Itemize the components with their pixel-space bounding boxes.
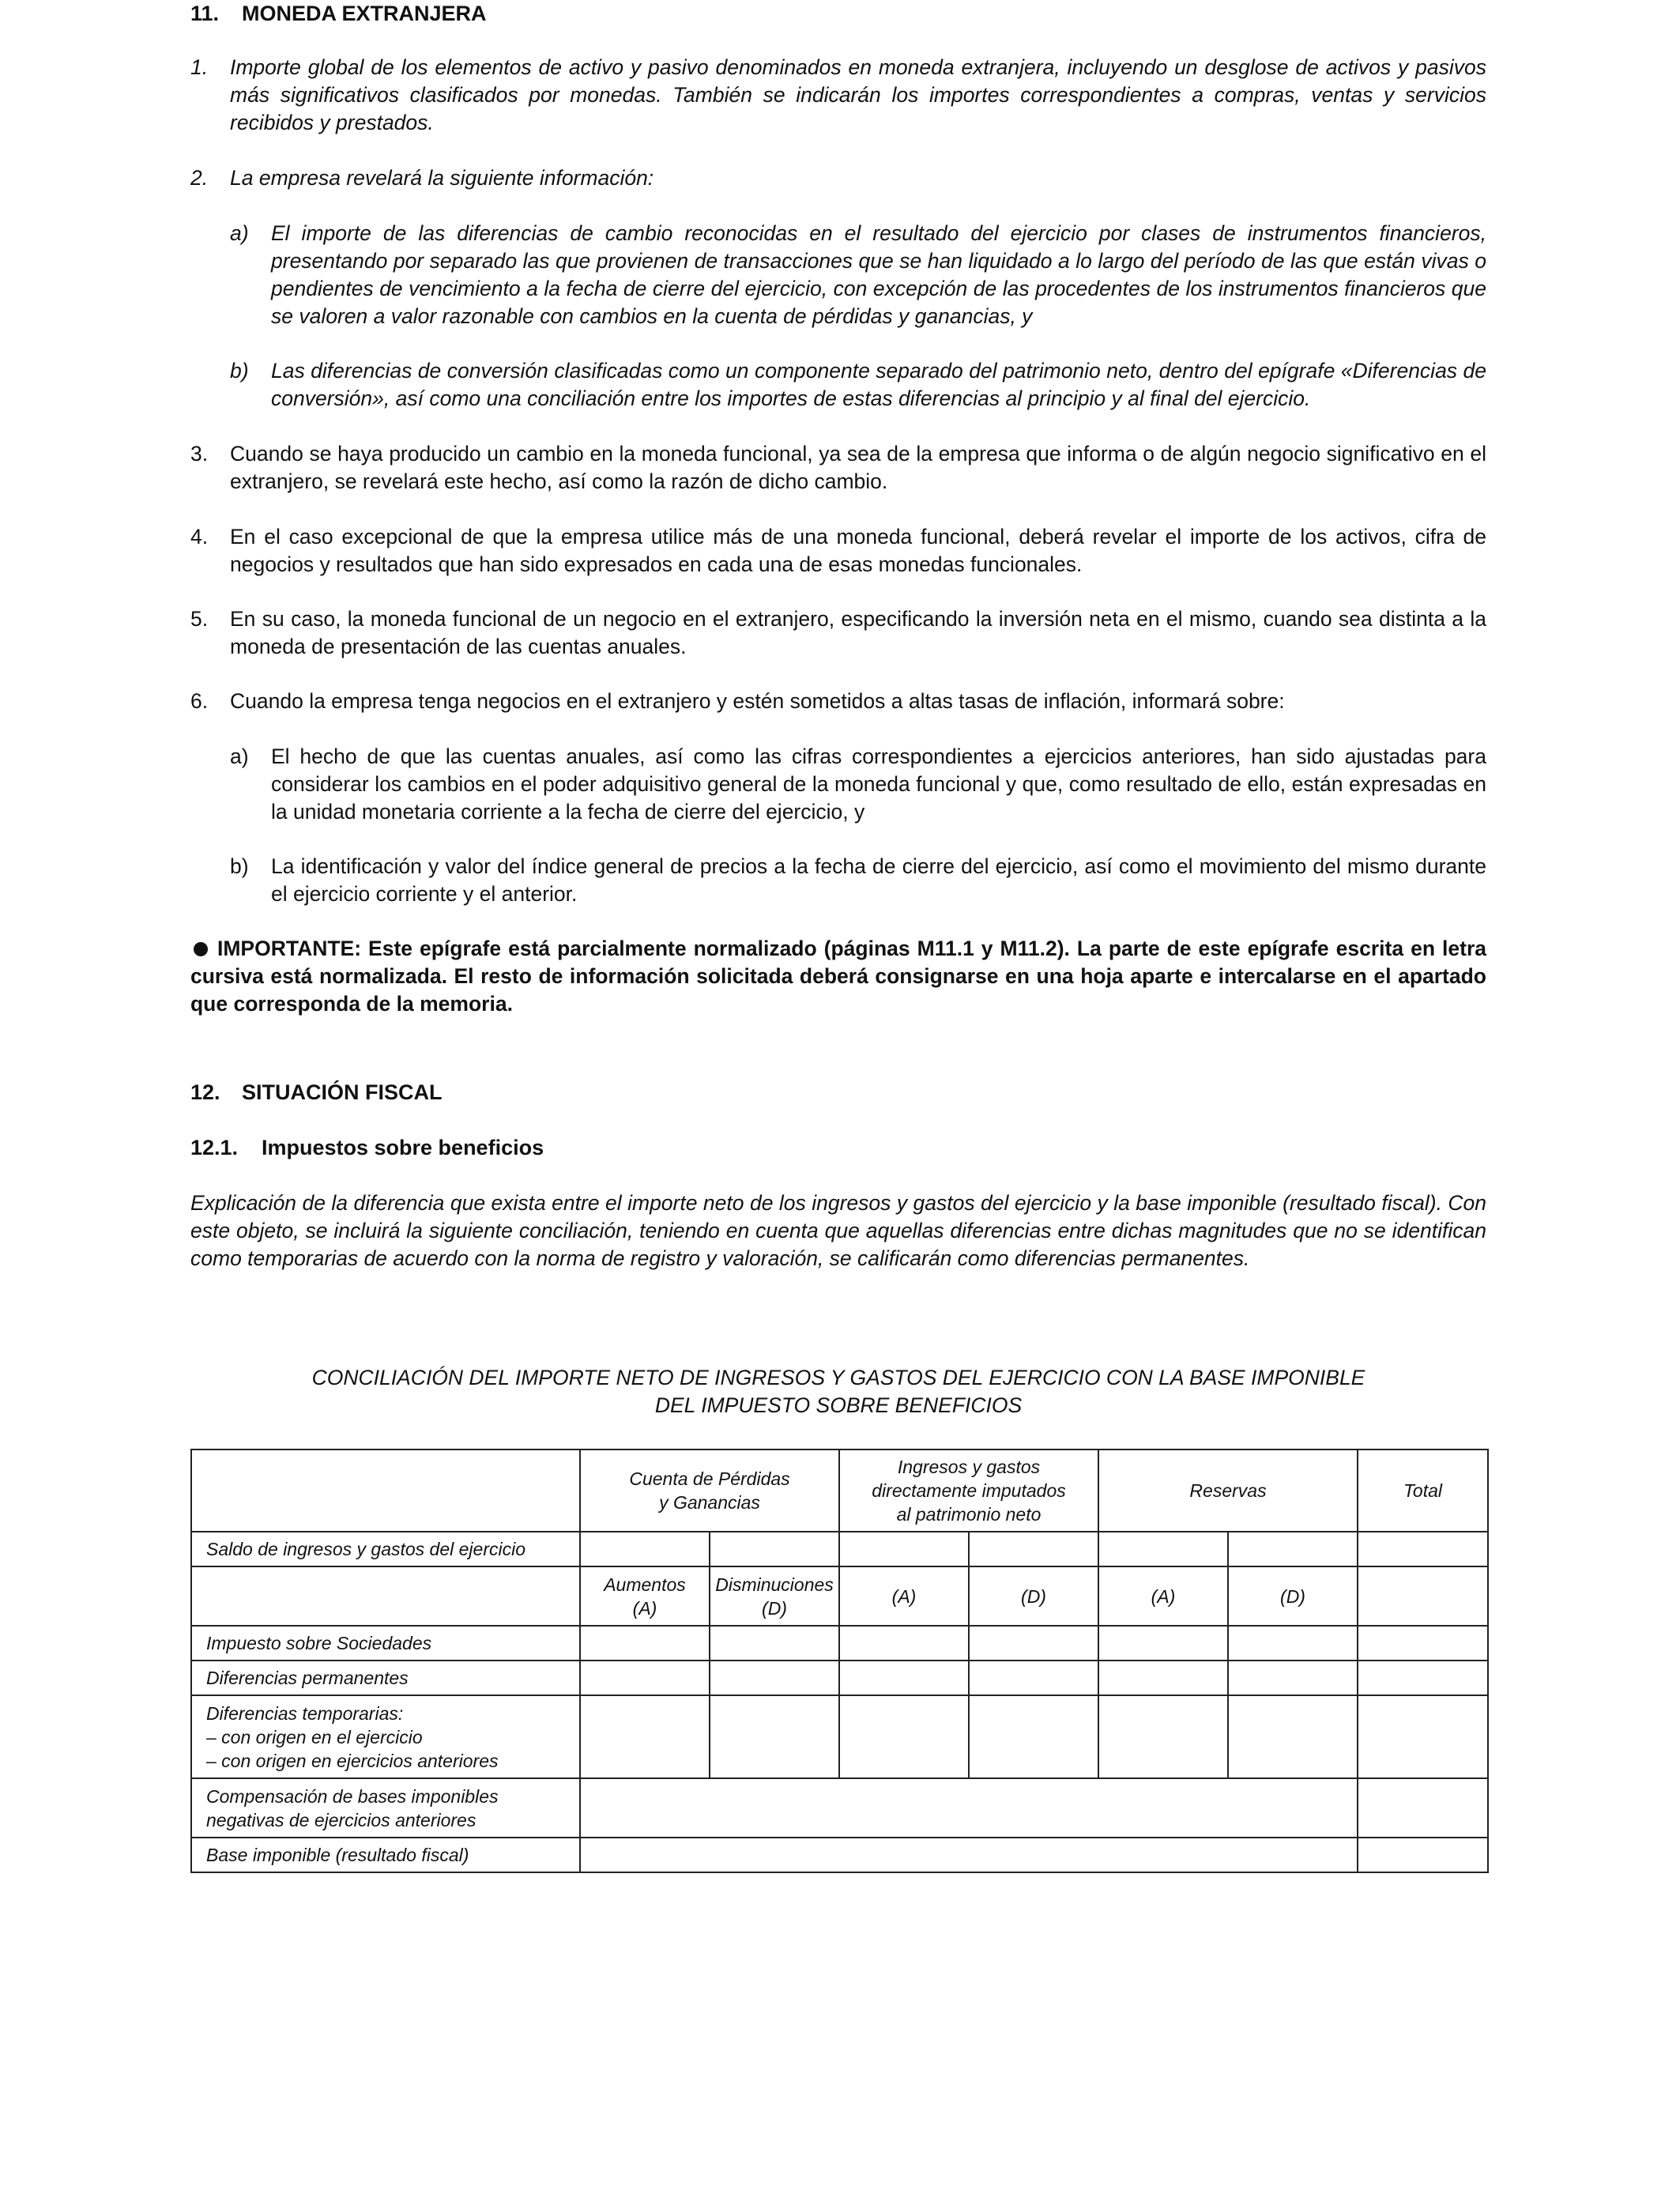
- s11-item-6a: a) El hecho de que las cuentas anuales, así como las cifras correspondientes a ejercicios anteriores, han sido ajustadas para considerar los cambios en el poder adquisitivo general de la moneda funcional y que, como resultado de ello, están expresadas en la unidad monetaria corriente a la fecha de cierre del ejercicio, y: [230, 745, 1486, 824]
- value-cell[interactable]: [1098, 1532, 1228, 1566]
- row-label: Base imponible (resultado fiscal): [191, 1838, 580, 1872]
- value-cell[interactable]: [969, 1626, 1098, 1661]
- header-pyg: Cuenta de Pérdidas y Ganancias: [580, 1449, 839, 1532]
- value-cell[interactable]: [710, 1532, 839, 1566]
- row-label: Diferencias permanentes: [191, 1661, 580, 1695]
- header-total: Total: [1358, 1449, 1488, 1532]
- table-row: [191, 1838, 1488, 1872]
- value-cell[interactable]: [969, 1695, 1098, 1778]
- subheader-a: (A): [1098, 1566, 1228, 1626]
- value-cell[interactable]: [1358, 1532, 1488, 1566]
- value-cell[interactable]: [1358, 1626, 1488, 1661]
- value-cell[interactable]: [710, 1695, 839, 1778]
- table-row: [191, 1695, 1488, 1778]
- subheader-total-cell: [1358, 1566, 1488, 1626]
- table-header-row: [191, 1449, 1488, 1532]
- value-cell[interactable]: [1228, 1626, 1358, 1661]
- value-cell[interactable]: [710, 1661, 839, 1695]
- header-empty-cell: [191, 1449, 580, 1532]
- s12-explanation: Explicación de la diferencia que exista entre el importe neto de los ingresos y gastos del ejercicio y la base imponible (resultado fiscal). Con este objeto, se incluirá la siguiente conciliación, teniendo en cuenta que aquellas diferencias entre dichas magnitudes que no se identifican como temporarias de acuerdo con la norma de registro y valoración, se calificarán como diferencias permanentes.: [190, 1191, 1486, 1270]
- s11-item-2b: b) Las diferencias de conversión clasificadas como un componente separado del patrimonio neto, dentro del epígrafe «Diferencias de conversión», así como una conciliación entre los importes de estas diferencias al principio y al final del ejercicio.: [230, 359, 1486, 410]
- value-cell[interactable]: [710, 1626, 839, 1661]
- s11-item-1: 1. Importe global de los elementos de activo y pasivo denominados en moneda extranjera, incluyendo un desglose de activos y pasivos más significativos clasificados por monedas. También se indicarán los importes correspondientes a compras, ventas y servicios recibidos y prestados.: [190, 55, 1486, 134]
- value-cell[interactable]: [969, 1661, 1098, 1695]
- table-row: [191, 1778, 1488, 1838]
- important-note: IMPORTANTE: Este epígrafe está parcialmente normalizado (páginas M11.1 y M11.2). La parte de este epígrafe escrita en letra cursiva está normalizada. El resto de información solicitada deberá consignarse en una hoja aparte e intercalarse en el apartado que corresponda de la memoria.: [190, 937, 1486, 1016]
- s11-item-6: 6. Cuando la empresa tenga negocios en el extranjero y estén sometidos a altas tasas de inflación, informará sobre:: [190, 689, 1285, 713]
- value-cell[interactable]: [1358, 1838, 1488, 1872]
- value-cell[interactable]: [580, 1661, 710, 1695]
- s11-item-4: 4. En el caso excepcional de que la empresa utilice más de una moneda funcional, deberá revelar el importe de los activos, cifra de negocios y resultados que han sido expresados en cada una de esas monedas funcionales.: [190, 525, 1486, 576]
- value-cell[interactable]: [839, 1532, 969, 1566]
- value-cell[interactable]: [1358, 1695, 1488, 1778]
- value-cell[interactable]: [839, 1661, 969, 1695]
- section-11-title: 11. MONEDA EXTRANJERA: [190, 2, 487, 25]
- header-reservas: Reservas: [1098, 1449, 1358, 1532]
- table-row: [191, 1661, 1488, 1695]
- subheader-disminuciones: Disminuciones (D): [710, 1566, 839, 1626]
- s11-item-2a: a) El importe de las diferencias de cambio reconocidas en el resultado del ejercicio por clases de instrumentos financieros, presentando por separado las que provienen de transacciones que se han liquidado a lo largo del período de las que están vivas o pendientes de vencimiento a la fecha de cierre del ejercicio, con excepción de las procedentes de los instrumentos financieros que se valoren a valor razonable con cambios en la cuenta de pérdidas y ganancias, y: [230, 221, 1486, 328]
- row-label: Compensación de bases imponibles negativas de ejercicios anteriores: [191, 1778, 580, 1838]
- section-12-title: 12. SITUACIÓN FISCAL: [190, 1080, 443, 1104]
- bullet-icon: [194, 942, 208, 956]
- s11-item-5: 5. En su caso, la moneda funcional de un negocio en el extranjero, especificando la inversión neta en el mismo, cuando sea distinta a la moneda de presentación de las cuentas anuales.: [190, 607, 1486, 658]
- value-cell[interactable]: [969, 1532, 1098, 1566]
- subheader-d: (D): [1228, 1566, 1358, 1626]
- value-cell[interactable]: [1228, 1661, 1358, 1695]
- table-subheader-row: [191, 1566, 1488, 1626]
- row-label: Impuesto sobre Sociedades: [191, 1626, 580, 1661]
- value-cell[interactable]: [1098, 1626, 1228, 1661]
- value-cell[interactable]: [1228, 1695, 1358, 1778]
- merged-value-cell[interactable]: [580, 1778, 1358, 1838]
- row-label: Diferencias temporarias: – con origen en el ejercicio – con origen en ejercicios anteriores: [191, 1695, 580, 1778]
- subheader-aumentos: Aumentos (A): [580, 1566, 710, 1626]
- merged-value-cell[interactable]: [580, 1838, 1358, 1872]
- value-cell[interactable]: [580, 1626, 710, 1661]
- value-cell[interactable]: [1358, 1661, 1488, 1695]
- s11-item-2: 2. La empresa revelará la siguiente información:: [190, 166, 654, 190]
- section-12-1-title: 12.1. Impuestos sobre beneficios: [190, 1136, 544, 1159]
- value-cell[interactable]: [580, 1532, 710, 1566]
- header-ingresos-gastos: Ingresos y gastos directamente imputados al patrimonio neto: [839, 1449, 1098, 1532]
- subheader-empty-cell: [191, 1566, 580, 1626]
- subheader-a: (A): [839, 1566, 969, 1626]
- value-cell[interactable]: [580, 1695, 710, 1778]
- value-cell[interactable]: [839, 1626, 969, 1661]
- value-cell[interactable]: [1098, 1695, 1228, 1778]
- value-cell[interactable]: [1358, 1778, 1488, 1838]
- value-cell[interactable]: [839, 1695, 969, 1778]
- row-label: Saldo de ingresos y gastos del ejercicio: [191, 1532, 580, 1566]
- s11-item-3: 3. Cuando se haya producido un cambio en la moneda funcional, ya sea de la empresa que informa o de algún negocio significativo en el extranjero, se revelará este hecho, así como la razón de dicho cambio.: [190, 442, 1486, 493]
- table-row: [191, 1532, 1488, 1566]
- subheader-d: (D): [969, 1566, 1098, 1626]
- table-row: [191, 1626, 1488, 1661]
- value-cell[interactable]: [1228, 1532, 1358, 1566]
- s11-item-6b: b) La identificación y valor del índice general de precios a la fecha de cierre del ejercicio, así como el movimiento del mismo durante el ejercicio corriente y el anterior.: [230, 854, 1486, 906]
- conciliation-table: [190, 1449, 1489, 1873]
- value-cell[interactable]: [1098, 1661, 1228, 1695]
- table-title: CONCILIACIÓN DEL IMPORTE NETO DE INGRESOS Y GASTOS DEL EJERCICIO CON LA BASE IMPONIBLE DEL IMPUESTO SOBRE BENEFICIOS: [311, 1366, 1365, 1417]
